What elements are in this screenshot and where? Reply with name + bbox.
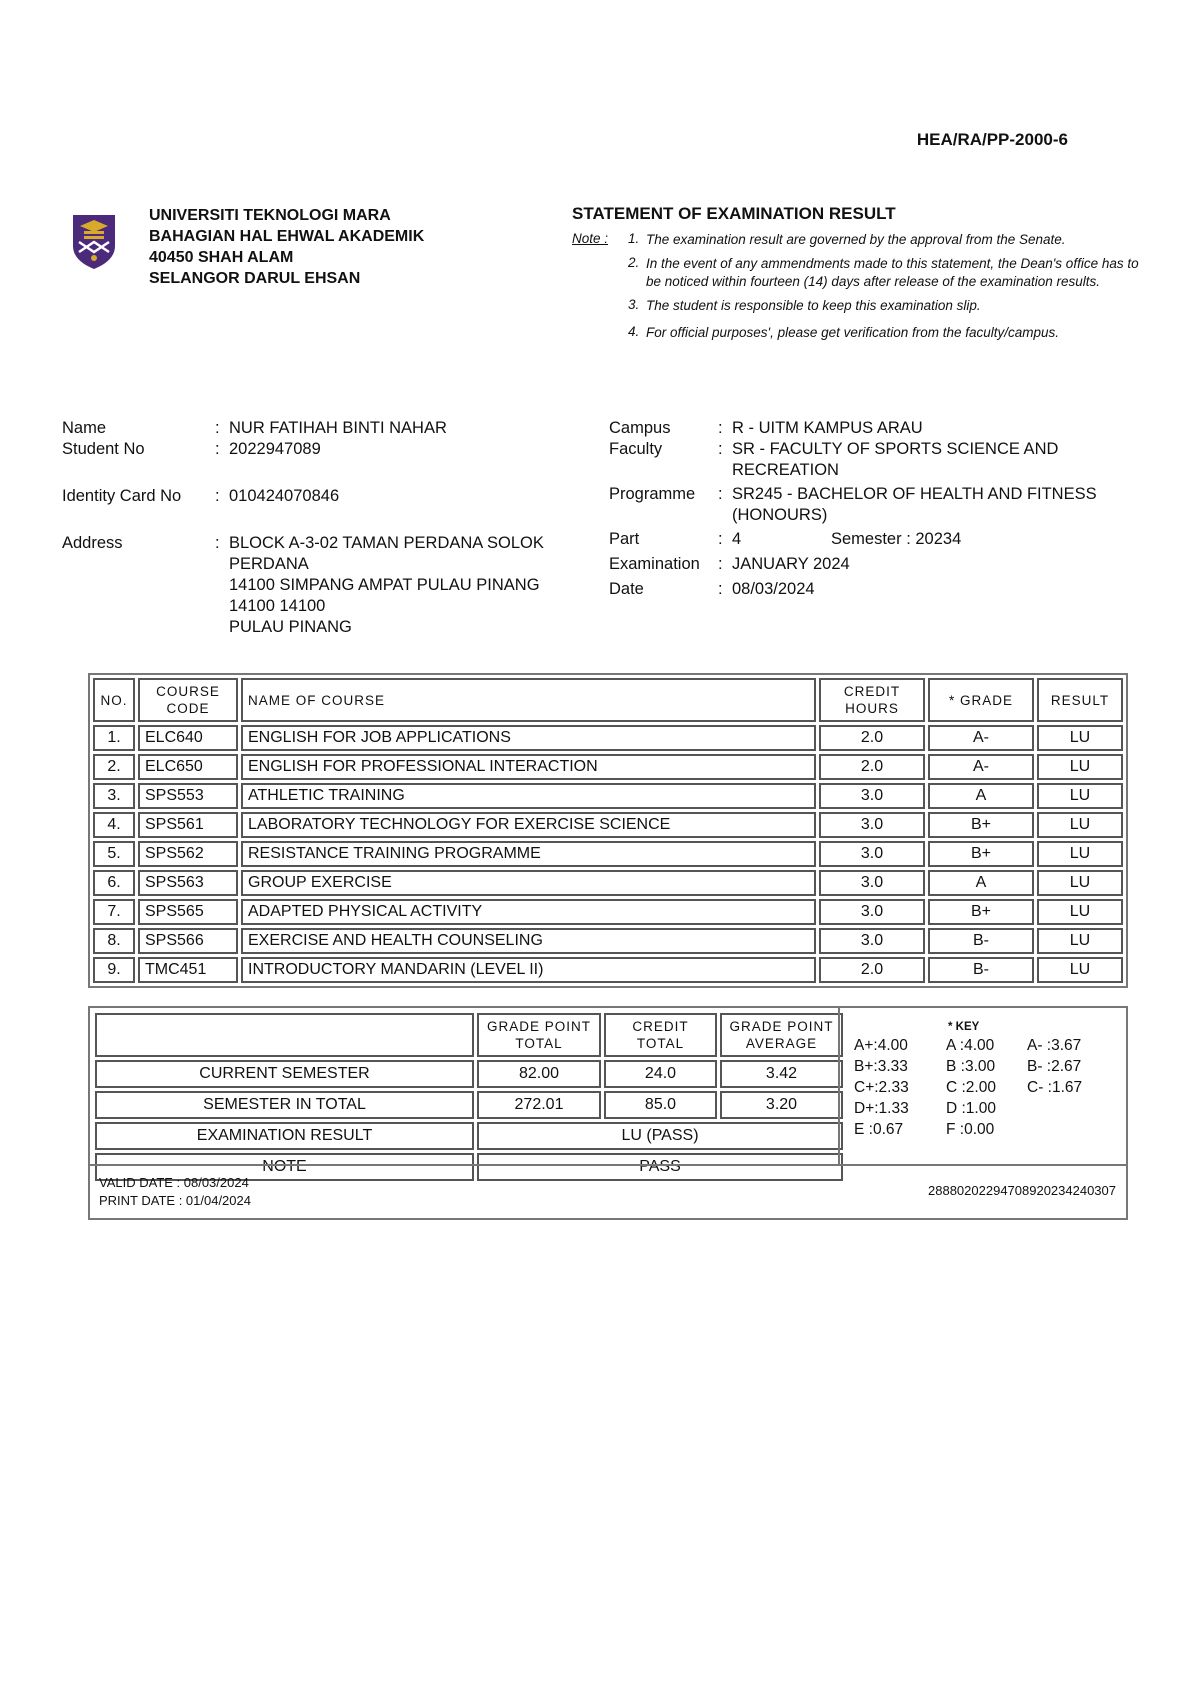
address-label: Address xyxy=(62,534,123,552)
header-grade: * GRADE xyxy=(928,678,1034,722)
summary-table xyxy=(92,1010,846,1184)
valid-date: VALID DATE : 08/03/2024 xyxy=(99,1175,249,1190)
faculty-row: Faculty : SR - FACULTY OF SPORTS SCIENCE AND RECREATION xyxy=(609,439,1149,481)
note-item: 3. The student is responsible to keep this examination slip. xyxy=(628,297,981,313)
faculty-label: Faculty xyxy=(609,440,663,458)
university-name: UNIVERSITI TEKNOLOGI MARA xyxy=(149,207,391,224)
header-course-code: COURSE CODE xyxy=(138,678,238,722)
name-label: Name xyxy=(62,419,107,437)
table-row: 2. ELC650 ENGLISH FOR PROFESSIONAL INTERACTION 2.0 A- LU xyxy=(93,754,1123,780)
statement-block xyxy=(572,204,1147,342)
faculty: SR - FACULTY OF SPORTS SCIENCE AND RECREATION xyxy=(732,440,1059,479)
valid-print-dates xyxy=(99,1174,251,1210)
part: 4 xyxy=(732,530,742,548)
address-row: Address : BLOCK A-3-02 TAMAN PERDANA SOLOK PERDANA 14100 SIMPANG AMPAT PULAU PINANG 14100 14100 PULAU PINANG xyxy=(62,533,582,638)
header-no: NO. xyxy=(93,678,135,722)
header-grade-point-total: GRADE POINT TOTAL xyxy=(477,1013,601,1057)
date-label: Date xyxy=(609,580,644,598)
date-row: Date : 08/03/2024 xyxy=(609,579,1149,600)
header-credit-total: CREDIT TOTAL xyxy=(604,1013,717,1057)
name-row: Name : NUR FATIHAH BINTI NAHAR xyxy=(62,418,582,439)
part-row: Part : 4 Semester : 20234 xyxy=(609,530,962,548)
current-semester-row: CURRENT SEMESTER 82.00 24.0 3.42 xyxy=(95,1060,843,1088)
summary-divider xyxy=(90,1164,1126,1166)
course-table-header xyxy=(93,678,1123,722)
table-row: 6. SPS563 GROUP EXERCISE 3.0 A LU xyxy=(93,870,1123,896)
date: 08/03/2024 xyxy=(732,580,815,598)
programme-row: Programme : SR245 - BACHELOR OF HEALTH AND FITNESS (HONOURS) xyxy=(609,484,1149,526)
postcode-city: 40450 SHAH ALAM xyxy=(149,249,294,266)
note-row: NOTE PASS xyxy=(95,1153,843,1181)
table-row: 9. TMC451 INTRODUCTORY MANDARIN (LEVEL II) 2.0 B- LU xyxy=(93,957,1123,983)
statement-title: STATEMENT OF EXAMINATION RESULT xyxy=(572,204,896,223)
note-label: Note : xyxy=(572,231,609,246)
document-code: HEA/RA/PP-2000-6 xyxy=(916,130,1068,149)
part-label: Part xyxy=(609,530,640,548)
programme: SR245 - BACHELOR OF HEALTH AND FITNESS (HONOURS) xyxy=(732,485,1097,524)
student-no: 2022947089 xyxy=(229,440,321,458)
department-name: BAHAGIAN HAL EHWAL AKADEMIK xyxy=(149,228,425,245)
academic-info xyxy=(609,418,1149,600)
exam-result-value: LU (PASS) xyxy=(477,1122,843,1150)
header-result: RESULT xyxy=(1037,678,1123,722)
student-no-row: Student No : 2022947089 xyxy=(62,439,582,460)
ic-number: 010424070846 xyxy=(229,487,340,505)
student-no-label: Student No xyxy=(62,440,145,458)
campus: R - UITM KAMPUS ARAU xyxy=(732,419,923,437)
programme-label: Programme xyxy=(609,485,696,503)
result-summary xyxy=(88,1006,1128,1220)
exam-result-row: EXAMINATION RESULT LU (PASS) xyxy=(95,1122,843,1150)
print-date: PRINT DATE : 01/04/2024 xyxy=(99,1193,251,1208)
table-row: 1. ELC640 ENGLISH FOR JOB APPLICATIONS 2.0 A- LU xyxy=(93,725,1123,751)
uitm-logo-icon xyxy=(70,212,118,270)
table-row: 5. SPS562 RESISTANCE TRAINING PROGRAMME 3.0 B+ LU xyxy=(93,841,1123,867)
header-course-name: NAME OF COURSE xyxy=(241,678,816,722)
summary-blank-header xyxy=(95,1013,474,1057)
note-item: 2. In the event of any ammendments made to this statement, the Dean's office has to be noticed within fourteen (14) days after release of the examination results. xyxy=(628,255,1139,289)
semester-total-row: SEMESTER IN TOTAL 272.01 85.0 3.20 xyxy=(95,1091,843,1119)
exam-row: Examination : JANUARY 2024 xyxy=(609,554,1149,575)
semester: Semester : 20234 xyxy=(831,530,962,548)
note-item: 4. For official purposes', please get verification from the faculty/campus. xyxy=(628,324,1060,340)
notes xyxy=(572,231,1147,342)
note-value: PASS xyxy=(477,1153,843,1181)
course-table xyxy=(88,673,1128,988)
header-grade-point-average: GRADE POINT AVERAGE xyxy=(720,1013,843,1057)
ic-row: Identity Card No : 010424070846 xyxy=(62,486,582,507)
grade-key xyxy=(838,1008,1126,1164)
campus-row: Campus : R - UITM KAMPUS ARAU xyxy=(609,418,1149,439)
note-item: 1. The examination result are governed by the approval from the Senate. xyxy=(628,231,1066,247)
serial-number: 28880202294708920234240307 xyxy=(928,1183,1116,1198)
examination: JANUARY 2024 xyxy=(732,555,850,573)
campus-label: Campus xyxy=(609,419,671,437)
address: BLOCK A-3-02 TAMAN PERDANA SOLOK PERDANA 14100 SIMPANG AMPAT PULAU PINANG 14100 14100 PULAU PINANG xyxy=(229,534,544,636)
table-row: 7. SPS565 ADAPTED PHYSICAL ACTIVITY 3.0 B+ LU xyxy=(93,899,1123,925)
key-title: * KEY xyxy=(948,1021,980,1033)
table-row: 4. SPS561 LABORATORY TECHNOLOGY FOR EXERCISE SCIENCE 3.0 B+ LU xyxy=(93,812,1123,838)
key-grid: A+:4.00 A :4.00 A- :3.67 B+:3.33 B :3.00 B- :2.67 C+:2.33 C :2.00 C- :1.67 D+:1.33 D :1.00 E :0.67 F :0.00 xyxy=(854,1037,1083,1138)
header-credit-hours: CREDIT HOURS xyxy=(819,678,925,722)
ic-label: Identity Card No xyxy=(62,487,182,505)
summary-header xyxy=(95,1013,843,1057)
state-name: SELANGOR DARUL EHSAN xyxy=(149,270,361,287)
student-info xyxy=(62,418,582,638)
table-row: 8. SPS566 EXERCISE AND HEALTH COUNSELING 3.0 B- LU xyxy=(93,928,1123,954)
exam-label: Examination xyxy=(609,555,700,573)
table-row: 3. SPS553 ATHLETIC TRAINING 3.0 A LU xyxy=(93,783,1123,809)
student-name: NUR FATIHAH BINTI NAHAR xyxy=(229,419,447,437)
university-address xyxy=(149,205,424,289)
